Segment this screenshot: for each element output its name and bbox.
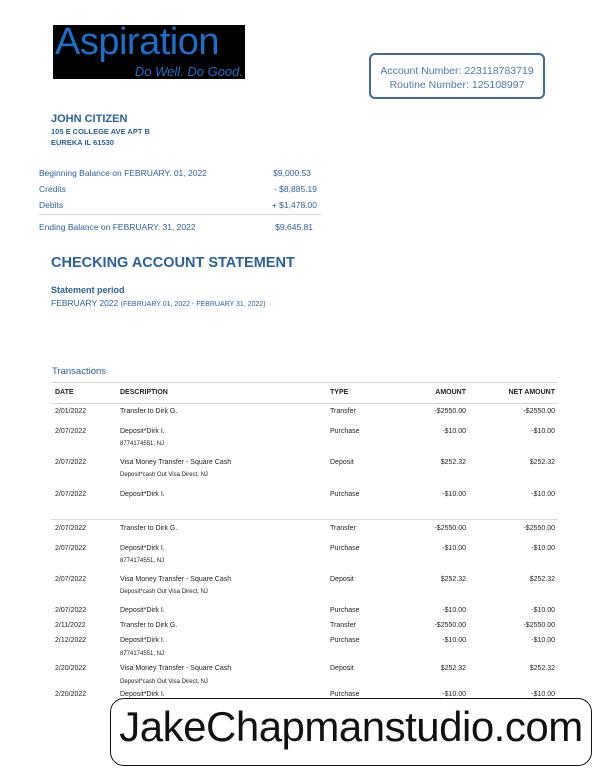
row-amount: $252.32 <box>440 576 466 583</box>
row-net-amount: -$10.00 <box>531 428 555 435</box>
beginning-balance-value: $9,000.53 <box>273 168 311 178</box>
row-type: Purchase <box>330 491 360 498</box>
row-amount: $252.32 <box>440 459 466 466</box>
summary-divider <box>39 214 321 215</box>
row-description: Deposit*Dirk I. <box>120 607 165 614</box>
row-type: Purchase <box>330 607 360 614</box>
row-date: 2/07/2022 <box>55 428 87 435</box>
header-amount: AMOUNT <box>435 389 466 396</box>
beginning-balance-label: Beginning Balance on FEBRUARY. 01, 2022 <box>39 168 207 178</box>
statement-period-range: (FEBRUARY 01, 2022 - FEBRUARY 31, 2022) <box>120 301 266 308</box>
customer-name: JOHN CITIZEN <box>51 113 128 125</box>
row-type: Purchase <box>330 545 360 552</box>
summary-credits-row <box>39 184 317 196</box>
row-type: Purchase <box>330 691 360 698</box>
row-net-amount: $252.32 <box>529 576 555 583</box>
row-amount: -$2550.00 <box>434 622 466 629</box>
row-description: Deposit*Dirk I. <box>120 428 165 435</box>
row-date: 2/07/2022 <box>55 525 87 532</box>
row-description: Transfer to Dirk G. <box>120 622 178 629</box>
table-header <box>51 382 558 404</box>
row-sub-description: 8774174551, NJ <box>120 558 165 564</box>
row-date: 2/20/2022 <box>55 665 87 672</box>
row-date: 2/07/2022 <box>55 545 87 552</box>
watermark-text: JakeChapmanstudio.com <box>119 703 583 750</box>
row-net-amount: $252.32 <box>529 459 555 466</box>
row-date: 2/20/2022 <box>55 691 87 698</box>
row-type: Transfer <box>330 622 356 629</box>
table-divider <box>51 519 558 520</box>
row-date: 2/07/2022 <box>55 576 87 583</box>
row-type: Deposit <box>330 459 354 466</box>
row-type: Purchase <box>330 428 360 435</box>
row-net-amount: -$10.00 <box>531 691 555 698</box>
header-description: DESCRIPTION <box>120 389 168 396</box>
row-description: Visa Money Transfer - Square Cash <box>120 459 232 466</box>
customer-address-line1: 105 E COLLEGE AVE APT B <box>51 127 150 136</box>
ending-balance-value: $9,645.81 <box>275 222 313 232</box>
aspiration-logo <box>53 21 245 79</box>
row-amount: $252.32 <box>440 665 466 672</box>
account-info-box <box>369 53 545 99</box>
account-number: Account Number: 223118783719 <box>380 65 534 77</box>
row-description: Deposit*Dirk I. <box>120 545 165 552</box>
row-description: Visa Money Transfer - Square Cash <box>120 576 232 583</box>
header-type: TYPE <box>330 389 349 396</box>
row-amount: -$2550.00 <box>434 525 466 532</box>
row-date: 2/11/2022 <box>55 622 86 629</box>
credits-label: Credits <box>39 184 66 194</box>
row-description: Visa Money Transfer - Square Cash <box>120 665 232 672</box>
row-description: Transfer to Dirk G. <box>120 525 178 532</box>
row-type: Purchase <box>330 637 360 644</box>
row-description: Transfer to Dirk G. <box>120 408 178 415</box>
row-amount: -$10.00 <box>442 491 466 498</box>
summary-debits-row <box>39 200 317 212</box>
statement-period-value <box>51 298 266 308</box>
logo-tagline: Do Well. Do Good. <box>134 64 243 79</box>
row-net-amount: -$10.00 <box>531 607 555 614</box>
statement-period-month: FEBRUARY 2022 <box>51 298 119 308</box>
row-type: Deposit <box>330 665 354 672</box>
row-amount: -$10.00 <box>442 637 466 644</box>
row-type: Transfer <box>330 525 356 532</box>
row-date: 2/12/2022 <box>55 637 87 644</box>
row-date: 2/01/2022 <box>55 408 87 415</box>
row-net-amount: -$10.00 <box>531 491 555 498</box>
row-sub-description: Deposit*cash Out Visa Direct, NJ <box>120 679 208 685</box>
header-date: DATE <box>55 389 74 396</box>
row-sub-description: 8774174551, NJ <box>120 441 165 447</box>
statement-title: CHECKING ACCOUNT STATEMENT <box>51 255 295 271</box>
statement-period-label: Statement period <box>51 285 125 295</box>
debits-value: + $1,478.00 <box>271 200 317 210</box>
row-date: 2/07/2022 <box>55 459 87 466</box>
row-date: 2/07/2022 <box>55 491 87 498</box>
credits-value: - $8,885.19 <box>273 184 317 194</box>
row-net-amount: $252.32 <box>529 665 555 672</box>
row-net-amount: -$2550.00 <box>523 525 555 532</box>
row-description: Deposit*Dirk I. <box>120 691 165 698</box>
header-net-amount: NET AMOUNT <box>508 389 555 396</box>
row-amount: -$10.00 <box>442 545 466 552</box>
row-net-amount: -$2550.00 <box>523 622 555 629</box>
row-net-amount: -$10.00 <box>531 545 555 552</box>
ending-balance-label: Ending Balance on FEBRUARY. 31, 2022 <box>39 222 196 232</box>
transactions-title: Transactions <box>52 366 107 377</box>
row-amount: -$2550.00 <box>434 408 466 415</box>
logo-word: Aspiration <box>55 21 219 63</box>
watermark-banner <box>110 698 592 766</box>
customer-address-line2: EUREKA IL 61530 <box>51 138 114 147</box>
debits-label: Debits <box>39 200 64 210</box>
summary-beginning-row <box>39 168 317 180</box>
routine-number: Routine Number: 125108997 <box>389 79 525 91</box>
summary-ending-row <box>39 222 317 234</box>
row-sub-description: Deposit*cash Out Visa Direct, NJ <box>120 589 208 595</box>
row-amount: -$10.00 <box>442 607 466 614</box>
row-amount: -$10.00 <box>442 428 466 435</box>
row-sub-description: 8774174551, NJ <box>120 651 165 657</box>
row-net-amount: -$10.00 <box>531 637 555 644</box>
row-type: Transfer <box>330 408 356 415</box>
row-date: 2/07/2022 <box>55 607 87 614</box>
row-type: Deposit <box>330 576 354 583</box>
row-description: Deposit*Dirk I. <box>120 491 165 498</box>
row-description: Deposit*Dirk I. <box>120 637 165 644</box>
row-net-amount: -$2550.00 <box>523 408 555 415</box>
row-amount: -$10.00 <box>442 691 466 698</box>
row-sub-description: Deposit*cash Out Visa Direct, NJ <box>120 472 208 478</box>
